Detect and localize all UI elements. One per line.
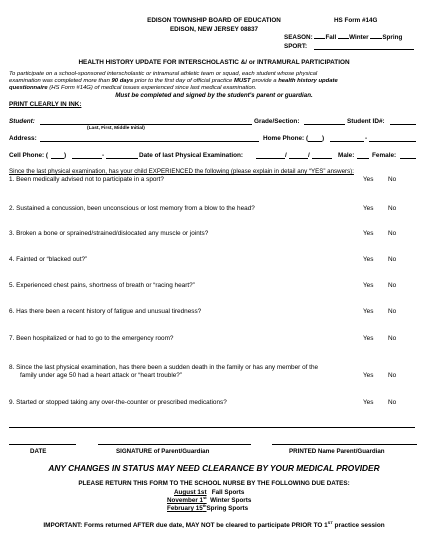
- cell-phone-label: Cell Phone: (: [9, 152, 49, 159]
- org-name: EDISON TOWNSHIP BOARD OF EDUCATION: [147, 17, 281, 24]
- fall-blank[interactable]: [314, 38, 325, 39]
- question-3: 3. Broken a bone or sprained/strained/dislocated any muscle or joints?: [9, 230, 209, 237]
- question-2: 2. Sustained a concussion, been unconscious or lost memory from a blow to the head?: [9, 205, 255, 212]
- question-6: 6. Has there been a recent history of fatigue and unusual tiredness?: [9, 308, 202, 315]
- printed-name-field[interactable]: [272, 444, 417, 445]
- q8-no[interactable]: No: [388, 372, 397, 379]
- q1-no[interactable]: No: [388, 176, 397, 183]
- return-instructions: PLEASE RETURN THIS FORM TO THE SCHOOL NURSE BY THE FOLLOWING DUE DATES:: [78, 480, 350, 487]
- address-label: Address:: [9, 135, 37, 142]
- exam-slash-1: /: [285, 152, 287, 159]
- questions-lead: Since the last physical examination, has your child EXPERIENCED the following (please explain in detail any “YES” answers):: [9, 168, 354, 175]
- grade-field[interactable]: [304, 124, 345, 125]
- q4-yes[interactable]: Yes: [363, 256, 374, 263]
- exam-month-field[interactable]: [256, 158, 285, 159]
- org-city: EDISON, NEW JERSEY 08837: [169, 26, 259, 33]
- exam-year-field[interactable]: [312, 158, 332, 159]
- q2-yes[interactable]: Yes: [363, 205, 374, 212]
- student-id-field[interactable]: [390, 124, 416, 125]
- cell-phone-area-field[interactable]: [51, 158, 64, 159]
- female-label: Female:: [372, 152, 397, 159]
- intro-paragraph: [9, 71, 421, 92]
- due-date-fall: August 1st Fall Sports: [174, 489, 245, 496]
- cell-phone-prefix-field[interactable]: [72, 158, 102, 159]
- question-4: 4. Fainted or “blacked out?”: [9, 256, 88, 263]
- name-format-hint: (Last, First, Middle Initial): [87, 126, 145, 131]
- home-phone-prefix-field[interactable]: [330, 141, 364, 142]
- explanation-line[interactable]: [9, 427, 415, 428]
- due-date-winter: November 1st Winter Sports: [167, 494, 252, 504]
- student-id-label: Student ID#:: [347, 118, 385, 125]
- grade-label: Grade/Section:: [254, 118, 300, 125]
- date-caption: DATE: [30, 448, 47, 455]
- sport-field[interactable]: [314, 49, 414, 50]
- home-phone-area-field[interactable]: [308, 141, 322, 142]
- exam-slash-2: /: [308, 152, 310, 159]
- question-5: 5. Experienced chest pains, shortness of breath or “racing heart?”: [9, 282, 195, 289]
- q5-no[interactable]: No: [388, 282, 397, 289]
- question-7: 7. Been hospitalized or had to go to the emergency room?: [9, 335, 174, 342]
- q2-no[interactable]: No: [388, 205, 397, 212]
- intro-line-1: To participate on a school-sponsored interscholastic or intramural athletic team or squad, each student whose physical: [9, 71, 318, 77]
- question-9: 9. Started or stopped taking any over-the-counter or prescribed medications?: [9, 399, 227, 406]
- important-note: IMPORTANT: Forms returned AFTER due date, MAY NOT be cleared to participate PRIOR TO 1ST practice session: [43, 519, 385, 529]
- sport-label: SPORT:: [284, 43, 308, 50]
- q7-yes[interactable]: Yes: [363, 335, 374, 342]
- student-label: Student:: [9, 118, 35, 125]
- cell-phone-paren: ): [64, 152, 67, 159]
- address-field[interactable]: [40, 141, 259, 142]
- q9-yes[interactable]: Yes: [363, 399, 374, 406]
- intro-line-2: examination was completed more than 90 days prior to the first day of official practice MUST provide a health history update: [9, 78, 338, 84]
- signature-field[interactable]: [98, 444, 251, 445]
- q8-yes[interactable]: Yes: [363, 372, 374, 379]
- q1-yes[interactable]: Yes: [363, 176, 374, 183]
- male-field[interactable]: [357, 158, 369, 159]
- due-date-spring: February 15thSpring Sports: [167, 502, 249, 512]
- q5-yes[interactable]: Yes: [363, 282, 374, 289]
- q9-no[interactable]: No: [388, 399, 397, 406]
- q6-no[interactable]: No: [388, 308, 397, 315]
- home-phone-dash: -: [365, 135, 368, 142]
- parent-completion-note: Must be completed and signed by the student's parent or guardian.: [115, 92, 313, 99]
- home-phone-paren: ): [322, 135, 325, 142]
- fall-label: Fall: [325, 34, 337, 41]
- intro-line-3: questionnaire (HS Form #14G) of medical issues experienced since last medical examination.: [9, 85, 257, 91]
- signature-caption: SIGNATURE of Parent/Guardian: [116, 448, 210, 455]
- q3-no[interactable]: No: [388, 230, 397, 237]
- q4-no[interactable]: No: [388, 256, 397, 263]
- form-title: HEALTH HISTORY UPDATE FOR INTERSCHOLASTIC &/ or INTRAMURAL PARTICIPATION: [78, 59, 350, 66]
- clearance-notice: ANY CHANGES IN STATUS MAY NEED CLEARANCE BY YOUR MEDICAL PROVIDER: [48, 463, 380, 473]
- home-phone-line-field[interactable]: [369, 141, 416, 142]
- question-8: 8. Since the last physical examination, has there been a sudden death in the family or has any member of the: [9, 364, 319, 371]
- q6-yes[interactable]: Yes: [363, 308, 374, 315]
- last-exam-label: Date of last Physical Examination:: [139, 152, 244, 159]
- spring-blank[interactable]: [370, 38, 382, 39]
- home-phone-label: Home Phone: (: [263, 135, 309, 142]
- print-clearly-label: PRINT CLEARLY IN INK:: [9, 101, 82, 108]
- student-name-field[interactable]: [40, 124, 252, 125]
- printed-name-caption: PRINTED Name Parent/Guardian: [289, 448, 385, 455]
- season-label: SEASON:: [284, 34, 313, 41]
- q7-no[interactable]: No: [388, 335, 397, 342]
- cell-phone-line-field[interactable]: [106, 158, 138, 159]
- question-8-continued: family under age 50 had a heart attack or “heart trouble?”: [20, 372, 182, 379]
- season-row: [284, 34, 402, 41]
- date-field[interactable]: [9, 444, 76, 445]
- spring-label: Spring: [382, 34, 403, 41]
- cell-phone-dash: -: [102, 152, 105, 159]
- male-label: Male:: [338, 152, 355, 159]
- winter-blank[interactable]: [338, 38, 349, 39]
- exam-day-field[interactable]: [289, 158, 308, 159]
- winter-label: Winter: [349, 34, 369, 41]
- form-number: HS Form #14G: [334, 17, 378, 24]
- question-1: 1. Been medically advised not to participate in a sport?: [9, 176, 164, 183]
- female-field[interactable]: [400, 158, 416, 159]
- q3-yes[interactable]: Yes: [363, 230, 374, 237]
